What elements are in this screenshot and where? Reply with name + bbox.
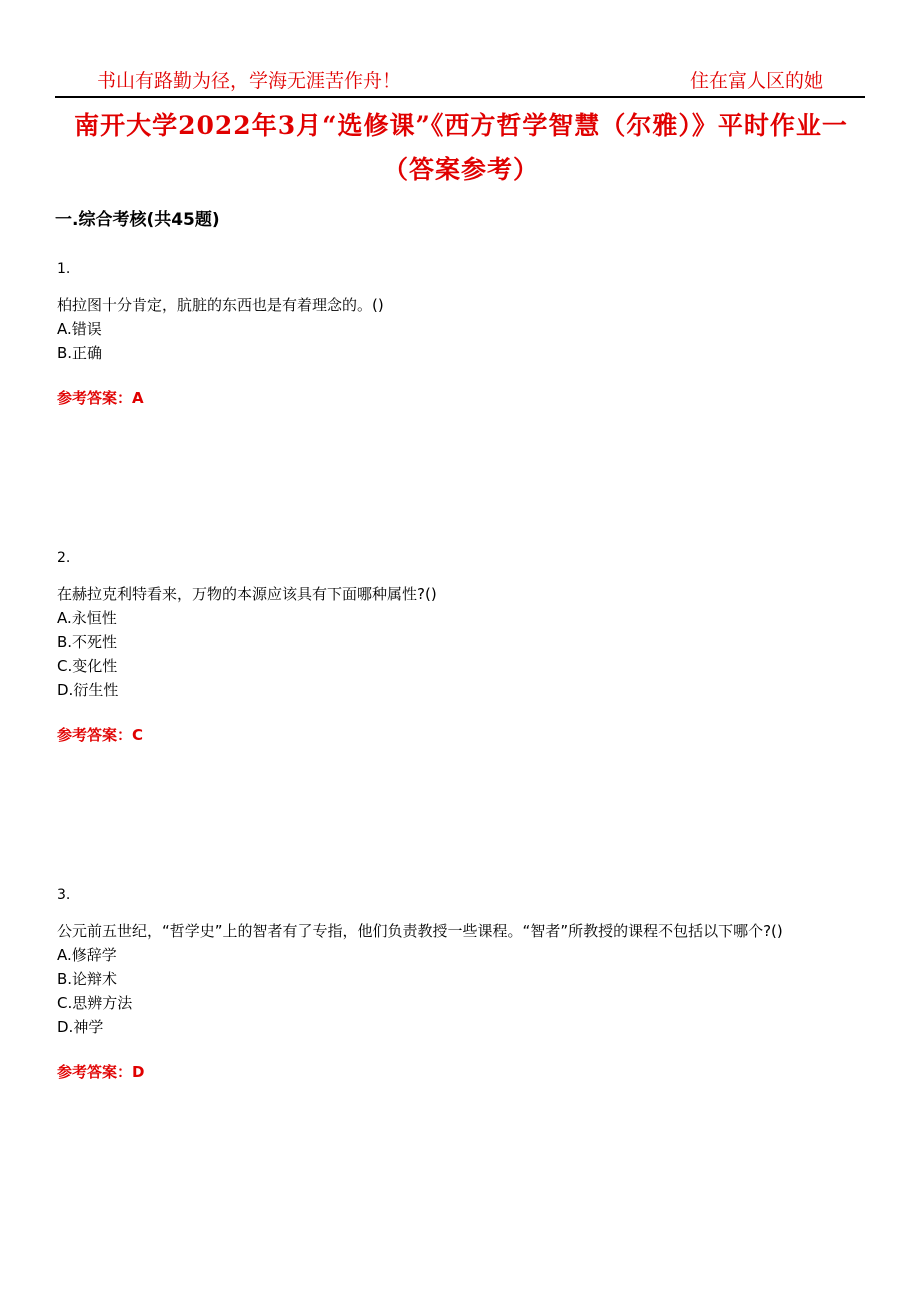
page-header: [55, 64, 865, 98]
question-3: [57, 885, 865, 1084]
question-number: 1.: [57, 261, 71, 277]
option-a: A.永恒性: [57, 609, 117, 627]
question-number: 3.: [57, 887, 71, 903]
reference-answer: 参考答案：A: [57, 389, 144, 407]
question-text: 在赫拉克利特看来，万物的本源应该具有下面哪种属性?(): [57, 585, 437, 603]
option-c: C.思辨方法: [57, 994, 133, 1012]
option-d: D.神学: [57, 1018, 104, 1036]
document-title: 南开大学2022年3月“选修课”《西方哲学智慧（尔雅）》平时作业一（答案参考）: [74, 111, 848, 184]
header-motto: 书山有路勤为径，学海无涯苦作舟！: [97, 70, 402, 92]
header-slogan: 住在富人区的她: [689, 70, 823, 92]
section-heading: 一.综合考核(共45题): [55, 210, 220, 230]
option-a: A.修辞学: [57, 946, 117, 964]
option-b: B.正确: [57, 344, 103, 362]
question-2: [57, 548, 865, 747]
option-b: B.不死性: [57, 633, 118, 651]
option-b: B.论辩术: [57, 970, 118, 988]
question-text: 公元前五世纪，“哲学史”上的智者有了专指，他们负责教授一些课程。“智者”所教授的课程不包括以下哪个?(): [57, 922, 783, 940]
option-a: A.错误: [57, 320, 102, 338]
question-1: [57, 259, 865, 410]
reference-answer: 参考答案：D: [57, 1063, 145, 1081]
reference-answer: 参考答案：C: [57, 726, 144, 744]
question-text: 柏拉图十分肯定，肮脏的东西也是有着理念的。(): [57, 296, 384, 314]
question-number: 2.: [57, 550, 71, 566]
option-d: D.衍生性: [57, 681, 119, 699]
option-c: C.变化性: [57, 657, 118, 675]
